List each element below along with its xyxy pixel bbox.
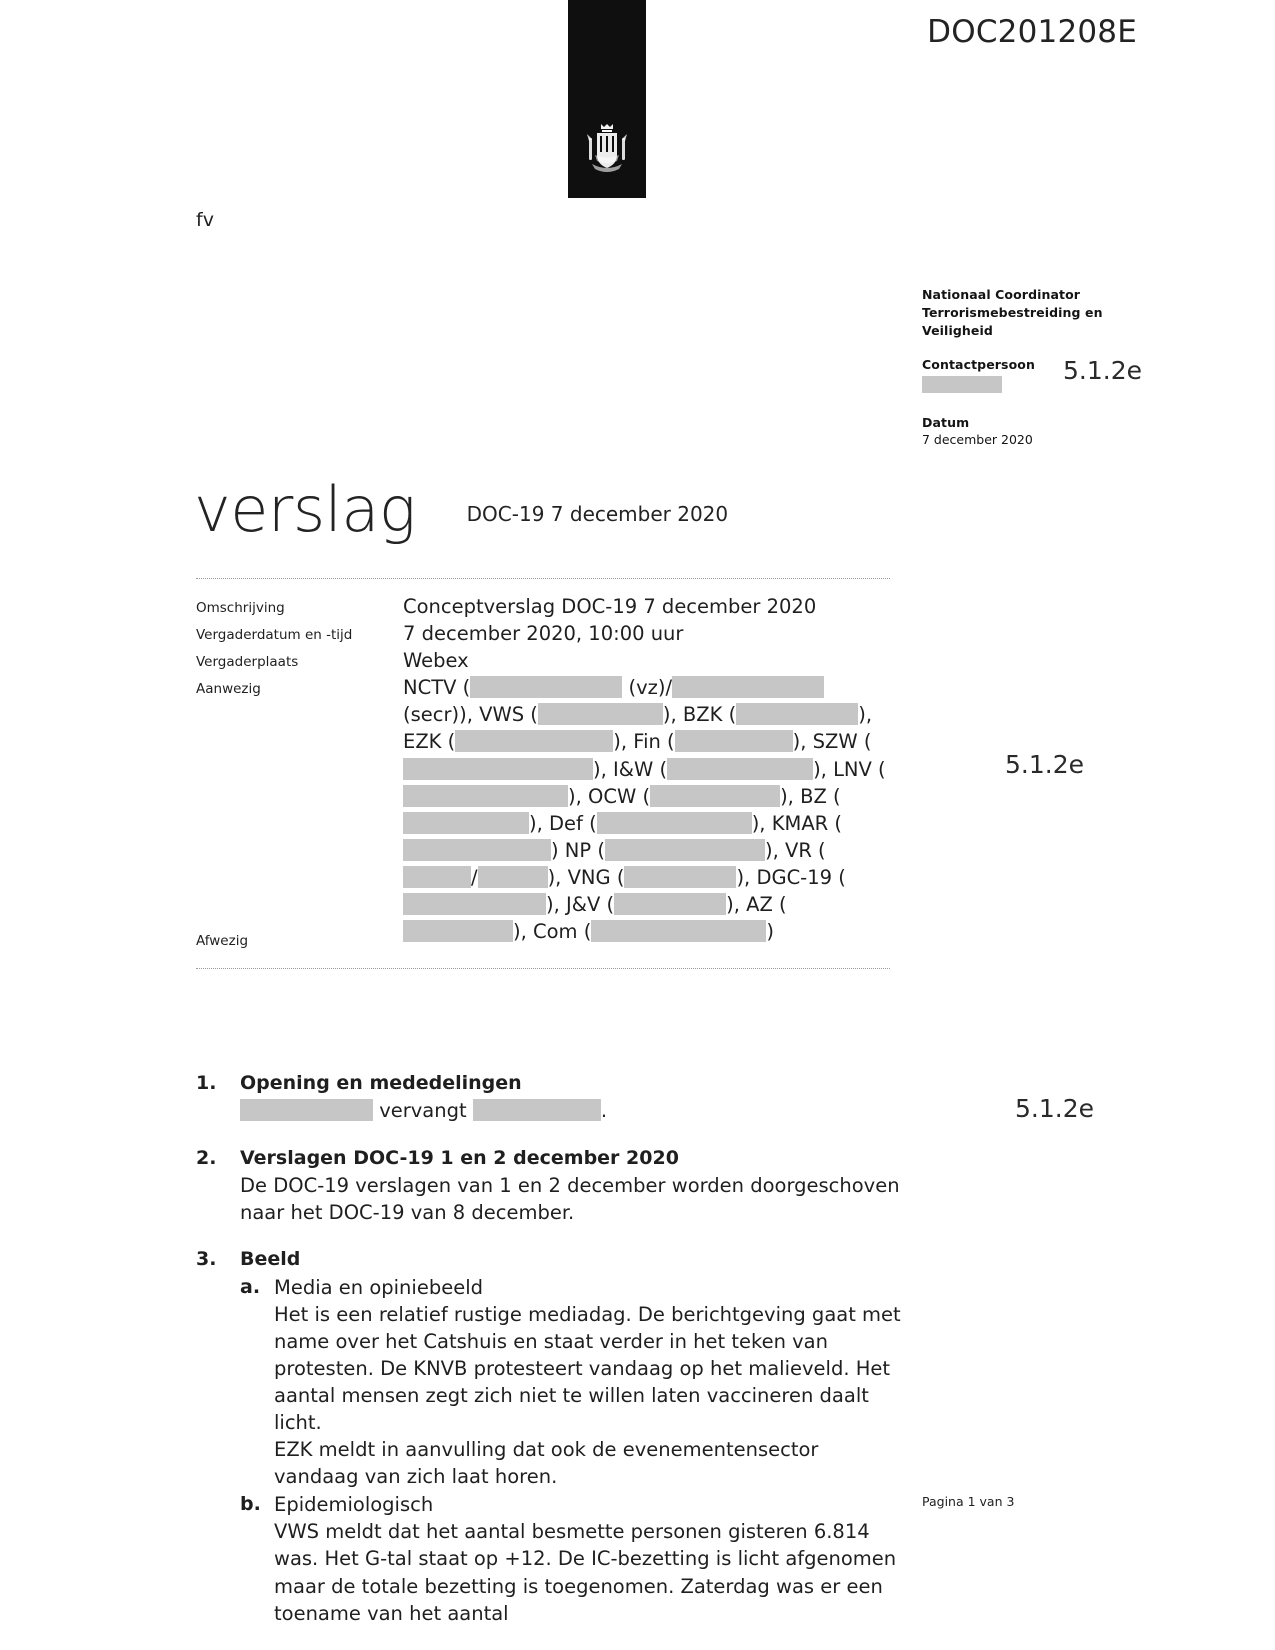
- section-1: [196, 1070, 906, 1125]
- section-3-sub-b-para-1: VWS meldt dat het aantal besmette personen gisteren 6.814 was. Het G-tal staat op +12. De IC-bezetting is licht afgenomen maar de totale bezetting is toegenomen. Zaterdag was er een toename van het aantal: [274, 1520, 897, 1625]
- section-2: [196, 1145, 906, 1227]
- redaction-bar: [675, 730, 793, 752]
- page-subtitle: DOC-19 7 december 2020: [466, 502, 729, 526]
- page-title: verslag: [194, 473, 416, 546]
- contact-label: Contactpersoon: [922, 357, 1035, 373]
- section-3-sub-a: [240, 1274, 906, 1491]
- redaction-bar: [605, 839, 765, 861]
- redaction-bar: [455, 730, 613, 752]
- redaction-bar: [538, 703, 663, 725]
- divider-top: [196, 578, 890, 579]
- info-label-omschrijving: Omschrijving: [196, 600, 285, 616]
- redaction-marker-2: 5.1.2e: [1005, 750, 1084, 779]
- redaction-bar: [470, 676, 622, 698]
- government-logo-bar: [568, 0, 646, 198]
- section-1-number: 1.: [196, 1072, 217, 1094]
- contact-redaction: [922, 376, 1002, 393]
- info-row-vergaderplaats: [196, 647, 896, 674]
- document-code: DOC201208E: [927, 14, 1137, 50]
- info-label-aanwezig: Aanwezig: [196, 681, 261, 698]
- organisation-line-2: Terrorismebestreiding en: [922, 305, 1103, 321]
- date-value: 7 december 2020: [922, 431, 1033, 447]
- redaction-bar: [597, 812, 752, 834]
- section-3-sub-b-heading: Epidemiologisch: [274, 1493, 434, 1517]
- document-body: [196, 1070, 906, 1647]
- meeting-info-table: [196, 593, 896, 945]
- organisation-name: [922, 286, 1122, 340]
- info-value-vergaderplaats: Webex: [403, 649, 469, 673]
- redaction-bar: [478, 866, 548, 888]
- info-label-afwezig: Afwezig: [196, 933, 249, 949]
- divider-bottom: [196, 968, 890, 969]
- redaction-bar: [614, 893, 726, 915]
- date-label: Datum: [922, 414, 970, 430]
- section-3-sub-b: [240, 1491, 906, 1626]
- section-2-number: 2.: [196, 1146, 217, 1169]
- redaction-bar: [403, 920, 513, 942]
- info-row-vergaderdatum: [196, 620, 896, 647]
- page-title-block: [194, 473, 729, 546]
- section-3-sub-b-number: b.: [240, 1493, 261, 1516]
- netherlands-crest-icon: [580, 120, 634, 180]
- redaction-bar: [403, 758, 593, 780]
- section-3-sub-a-number: a.: [240, 1275, 261, 1298]
- section-3-sub-a-para-2: EZK meldt in aanvulling dat ook de evenementensector vandaag van zich laat horen.: [274, 1438, 819, 1489]
- organisation-line-1: Nationaal Coordinator: [922, 287, 1081, 302]
- section-1-heading: Opening en mededelingen: [240, 1072, 522, 1094]
- section-2-heading: Verslagen DOC-19 1 en 2 december 2020: [240, 1146, 679, 1169]
- fv-marker: fv: [196, 209, 214, 231]
- redaction-bar: [736, 703, 858, 725]
- organisation-line-3: Veiligheid: [922, 323, 993, 339]
- info-row-omschrijving: [196, 593, 896, 620]
- info-value-omschrijving: Conceptverslag DOC-19 7 december 2020: [403, 595, 817, 618]
- redaction-bar: [591, 920, 766, 942]
- redaction-bar: [473, 1099, 601, 1121]
- section-2-text: De DOC-19 verslagen van 1 en 2 december worden doorgeschoven naar het DOC-19 van 8 december.: [240, 1173, 900, 1224]
- date-group: [922, 415, 1122, 447]
- redaction-bar: [403, 866, 471, 888]
- redaction-bar: [650, 785, 780, 807]
- redaction-bar: [403, 893, 546, 915]
- info-value-vergaderdatum: 7 december 2020, 10:00 uur: [403, 622, 684, 646]
- redaction-bar: [667, 758, 813, 780]
- section-3-number: 3.: [196, 1248, 217, 1271]
- info-row-afwezig: [196, 930, 248, 949]
- redaction-bar: [672, 676, 824, 698]
- redaction-marker-3: 5.1.2e: [1015, 1094, 1094, 1123]
- info-row-aanwezig: [196, 674, 896, 945]
- info-label-vergaderplaats: Vergaderplaats: [196, 654, 299, 671]
- redaction-bar: [624, 866, 736, 888]
- info-value-aanwezig: NCTV ( (vz)/ (secr)), VWS ( ), BZK ( ), EZK ( ), Fin ( ), SZW (), I&W ( ), LNV (), OCW ( ), BZ (), Def ( ), KMAR () NP ( ), VR (/ ), VNG ( ), DGC-19 (), J&V ( ), AZ (), Com ( ): [403, 676, 886, 944]
- section-3: [196, 1246, 906, 1627]
- section-3-heading: Beeld: [240, 1248, 301, 1271]
- info-label-vergaderdatum: Vergaderdatum en -tijd: [196, 627, 353, 644]
- section-3-sub-a-heading: Media en opiniebeeld: [274, 1275, 483, 1299]
- redaction-marker-1: 5.1.2e: [1063, 356, 1142, 385]
- redaction-bar: [403, 839, 551, 861]
- section-1-text: vervangt .: [240, 1097, 906, 1124]
- page-footer: Pagina 1 van 3: [922, 1494, 1015, 1509]
- section-3-sub-a-para-1: Het is een relatief rustige mediadag. De berichtgeving gaat met name over het Catshuis en staat verder in het teken van protesten. De KNVB protesteert vandaag op het malieveld. Het aantal mensen zegt zich niet te willen laten vaccineren daalt licht.: [274, 1302, 901, 1434]
- redaction-bar: [240, 1099, 373, 1121]
- redaction-bar: [403, 812, 529, 834]
- redaction-bar: [403, 785, 568, 807]
